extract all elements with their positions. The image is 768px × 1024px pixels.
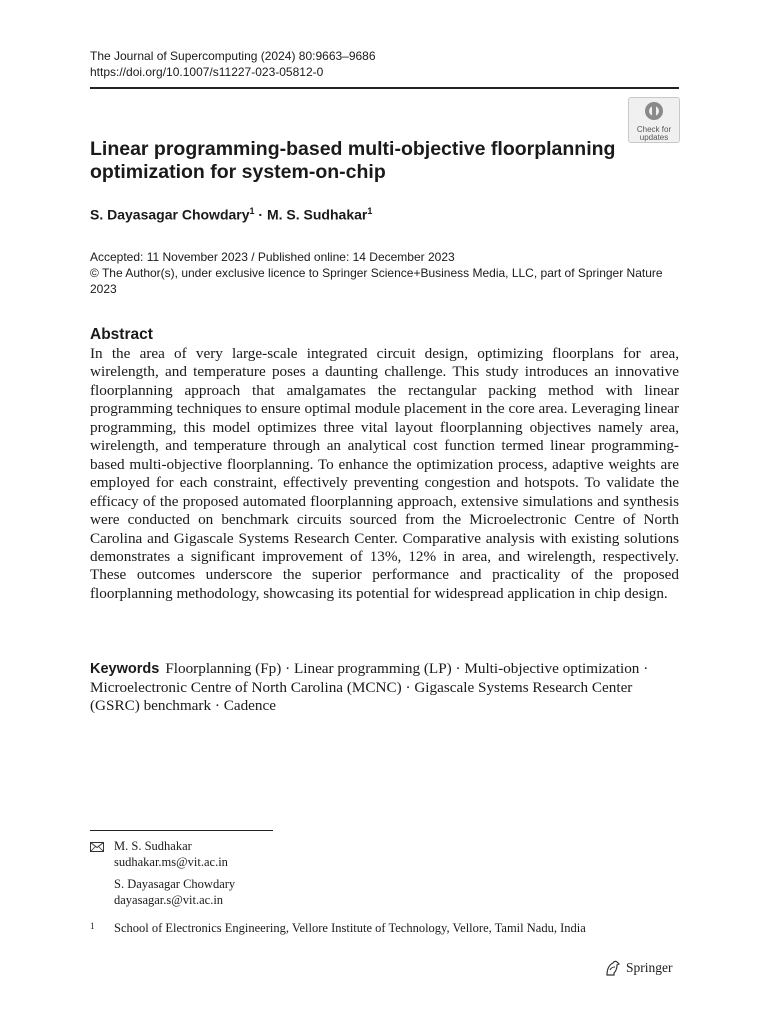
- envelope-icon: [90, 842, 104, 852]
- author-name[interactable]: M. S. Sudhakar: [266, 206, 368, 223]
- coauthor-email[interactable]: dayasagar.s@vit.ac.in: [114, 893, 224, 907]
- corresponding-author: [114, 838, 228, 870]
- header-rule: [90, 87, 679, 89]
- coauthor-name: S. Dayasagar Chowdary: [114, 877, 236, 891]
- author-separator: ·: [254, 206, 267, 223]
- check-for-updates-badge[interactable]: [628, 97, 680, 143]
- paper-title: Linear programming-based multi-objective floorplanning optimization for system-on-chip: [90, 138, 616, 183]
- abstract-text: In the area of very large-scale integrated circuit design, optimizing floorplans for area, wirelength, and temperature poses a daunting challenge. This study introduces an innovative floorplanning approach that amalgamates the rectangular packing method with linear programming techniques to ensure optimal module placement in the core area. Leveraging linear programming, this model optimizes three vital layout floorplanning objectives namely area, wirelength, and temperature through an analytical cost function termed linear programming-based multi-objective floorplanning. To enhance the optimization process, adaptive weights are employed for each constraint, effectively preventing congestion and hotspots. To validate the efficacy of the proposed automated floorplanning approach, extensive simulations and synthesis were conducted on benchmark circuits sourced from the Microelectronic Centre of North Carolina and Gigascale Systems Research Center. Comparative analysis with existing solutions demonstrates a significant improvement of 13%, 12% in area, and wirelength, respectively. These outcomes underscore the superior performance and practicality of the proposed floorplanning methodology, showcasing its potential for widespread application in chip design.: [90, 345, 679, 602]
- springer-horse-icon: [604, 959, 622, 977]
- abstract-heading: Abstract: [90, 326, 153, 343]
- affiliation-text: School of Electronics Engineering, Vellore Institute of Technology, Vellore, Tamil Nadu, India: [114, 921, 586, 935]
- keywords-section: [90, 660, 679, 716]
- crossmark-label-1: Check for: [636, 125, 672, 134]
- coauthor-contact: [114, 876, 235, 908]
- accepted-published-line: Accepted: 11 November 2023 / Published online: 14 December 2023: [90, 250, 455, 264]
- journal-info: [90, 48, 376, 80]
- publication-dates: [90, 249, 680, 297]
- springer-logo: [604, 959, 673, 977]
- keywords-label: Keywords: [90, 661, 160, 677]
- keywords-list: Floorplanning (Fp) · Linear programming (LP) · Multi-objective optimization · Microelectronic Centre of North Carolina (MCNC) · Gigascale Systems Research Center (GSRC) benchmark · Cadence: [90, 660, 649, 715]
- footnote-rule: [90, 830, 273, 831]
- corresponding-author-name: M. S. Sudhakar: [114, 839, 192, 853]
- crossmark-icon: [644, 101, 664, 121]
- author-list: [90, 206, 372, 223]
- affiliation-number: 1: [90, 921, 95, 931]
- journal-citation: The Journal of Supercomputing (2024) 80:9663–9686: [90, 49, 376, 63]
- publisher-name: Springer: [626, 960, 673, 975]
- copyright-line: © The Author(s), under exclusive licence to Springer Science+Business Media, LLC, part of Springer Nature 2023: [90, 266, 663, 296]
- author-name[interactable]: S. Dayasagar Chowdary: [90, 206, 250, 223]
- doi-link[interactable]: https://doi.org/10.1007/s11227-023-05812-0: [90, 65, 324, 79]
- affiliation-marker: 1: [249, 206, 255, 216]
- crossmark-label-2: updates: [639, 133, 669, 142]
- corresponding-author-email[interactable]: sudhakar.ms@vit.ac.in: [114, 855, 228, 869]
- affiliation-marker: 1: [367, 206, 373, 216]
